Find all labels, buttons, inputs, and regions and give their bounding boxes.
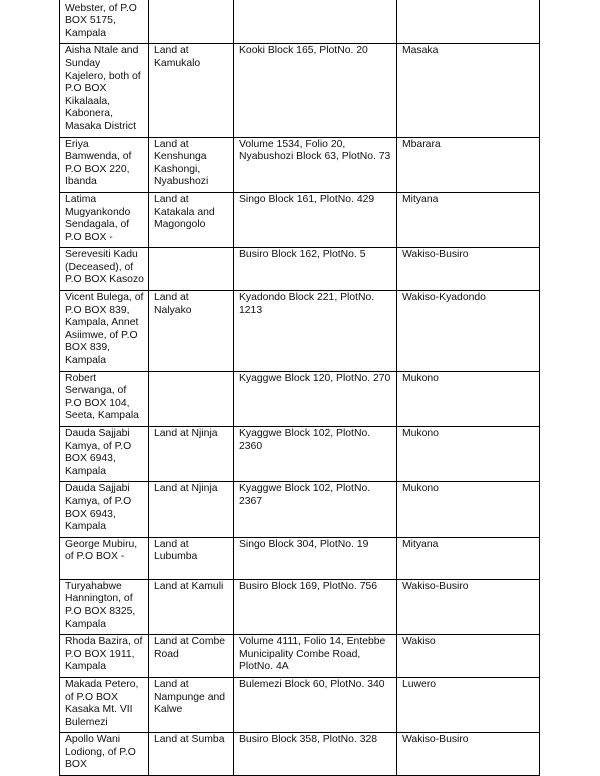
land-location-cell: Land at Njinja [149, 427, 234, 482]
table-row [60, 192, 540, 247]
land-register-table [59, 0, 540, 776]
land-location-cell: Land at Kamukalo [149, 44, 234, 137]
block-plot-cell: Singo Block 161, PlotNo. 429 [234, 192, 397, 247]
land-location-cell: Land at Combe Road [149, 635, 234, 678]
land-location-cell: Land at Sumba [149, 733, 234, 776]
owner-cell: Turyahabwe Hannington, of P.O BOX 8325, Kampala [60, 579, 149, 634]
owner-cell: Aisha Ntale and Sunday Kajelero, both of P.O BOX Kikalaala, Kabonera, Masaka District [60, 44, 149, 137]
district-cell: Wakiso-Busiro [397, 579, 540, 634]
table-row [60, 537, 540, 579]
land-location-cell: Land at Njinja [149, 482, 234, 537]
owner-cell: Dauda Sajjabi Kamya, of P.O BOX 6943, Kampala [60, 482, 149, 537]
district-cell: Luwero [397, 677, 540, 732]
owner-cell: George Mubiru, of P.O BOX - [60, 537, 149, 579]
owner-cell: Makada Petero, of P.O BOX Kasaka Mt. VII Bulemezi [60, 677, 149, 732]
owner-cell: Dauda Sajjabi Kamya, of P.O BOX 6943, Kampala [60, 427, 149, 482]
district-cell: Mukono [397, 427, 540, 482]
owner-cell: Serevesiti Kadu (Deceased), of P.O BOX Kasozo [60, 248, 149, 291]
owner-cell: Eriya Bamwenda, of P.O BOX 220, Ibanda [60, 137, 149, 192]
table-row [60, 137, 540, 192]
table-row [60, 291, 540, 372]
table-row [60, 733, 540, 776]
district-cell: Mbarara [397, 137, 540, 192]
table-row [60, 635, 540, 678]
district-cell: Masaka [397, 44, 540, 137]
block-plot-cell: Kooki Block 165, PlotNo. 20 [234, 44, 397, 137]
block-plot-cell: Volume 4111, Folio 14, Entebbe Municipality Combe Road, PlotNo. 4A [234, 635, 397, 678]
land-location-cell: Land at Lubumba [149, 537, 234, 579]
owner-cell: Vicent Bulega, of P.O BOX 839, Kampala, Annet Asiimwe, of P.O BOX 839, Kampala [60, 291, 149, 372]
block-plot-cell: Singo Block 304, PlotNo. 19 [234, 537, 397, 579]
owner-cell: Apollo Wani Lodiong, of P.O BOX [60, 733, 149, 776]
table-row [60, 371, 540, 426]
land-location-cell: Land at Nalyako [149, 291, 234, 372]
owner-cell: Robert Serwanga, of P.O BOX 104, Seeta, Kampala [60, 371, 149, 426]
owner-cell: Latima Mugyankondo Sendagala, of P.O BOX - [60, 192, 149, 247]
district-cell [397, 0, 540, 44]
block-plot-cell: Kyadondo Block 221, PlotNo. 1213 [234, 291, 397, 372]
land-location-cell [149, 0, 234, 44]
table-row [60, 579, 540, 634]
block-plot-cell: Busiro Block 162, PlotNo. 5 [234, 248, 397, 291]
district-cell: Mukono [397, 371, 540, 426]
land-location-cell: Land at Katakala and Magongolo [149, 192, 234, 247]
district-cell: Mityana [397, 192, 540, 247]
district-cell: Wakiso-Kyadondo [397, 291, 540, 372]
table-row [60, 482, 540, 537]
block-plot-cell: Kyaggwe Block 102, PlotNo. 2360 [234, 427, 397, 482]
block-plot-cell: Kyaggwe Block 120, PlotNo. 270 [234, 371, 397, 426]
table-row [60, 0, 540, 44]
block-plot-cell: Bulemezi Block 60, PlotNo. 340 [234, 677, 397, 732]
district-cell: Mukono [397, 482, 540, 537]
land-location-cell [149, 371, 234, 426]
land-location-cell: Land at Kamuli [149, 579, 234, 634]
block-plot-cell: Busiro Block 358, PlotNo. 328 [234, 733, 397, 776]
district-cell: Wakiso [397, 635, 540, 678]
owner-cell: Rhoda Bazira, of P.O BOX 1911, Kampala [60, 635, 149, 678]
block-plot-cell: Busiro Block 169, PlotNo. 756 [234, 579, 397, 634]
block-plot-cell: Kyaggwe Block 102, PlotNo. 2367 [234, 482, 397, 537]
block-plot-cell: Volume 1534, Folio 20, Nyabushozi Block 63, PlotNo. 73 [234, 137, 397, 192]
district-cell: Wakiso-Busiro [397, 733, 540, 776]
land-location-cell: Land at Nampunge and Kalwe [149, 677, 234, 732]
district-cell: Mityana [397, 537, 540, 579]
owner-cell: Webster, of P.O BOX 5175, Kampala [60, 0, 149, 44]
table-row [60, 427, 540, 482]
table-row [60, 44, 540, 137]
block-plot-cell [234, 0, 397, 44]
district-cell: Wakiso-Busiro [397, 248, 540, 291]
table-row [60, 677, 540, 732]
land-location-cell [149, 248, 234, 291]
land-location-cell: Land at Kenshunga Kashongi, Nyabushozi [149, 137, 234, 192]
table-row [60, 248, 540, 291]
